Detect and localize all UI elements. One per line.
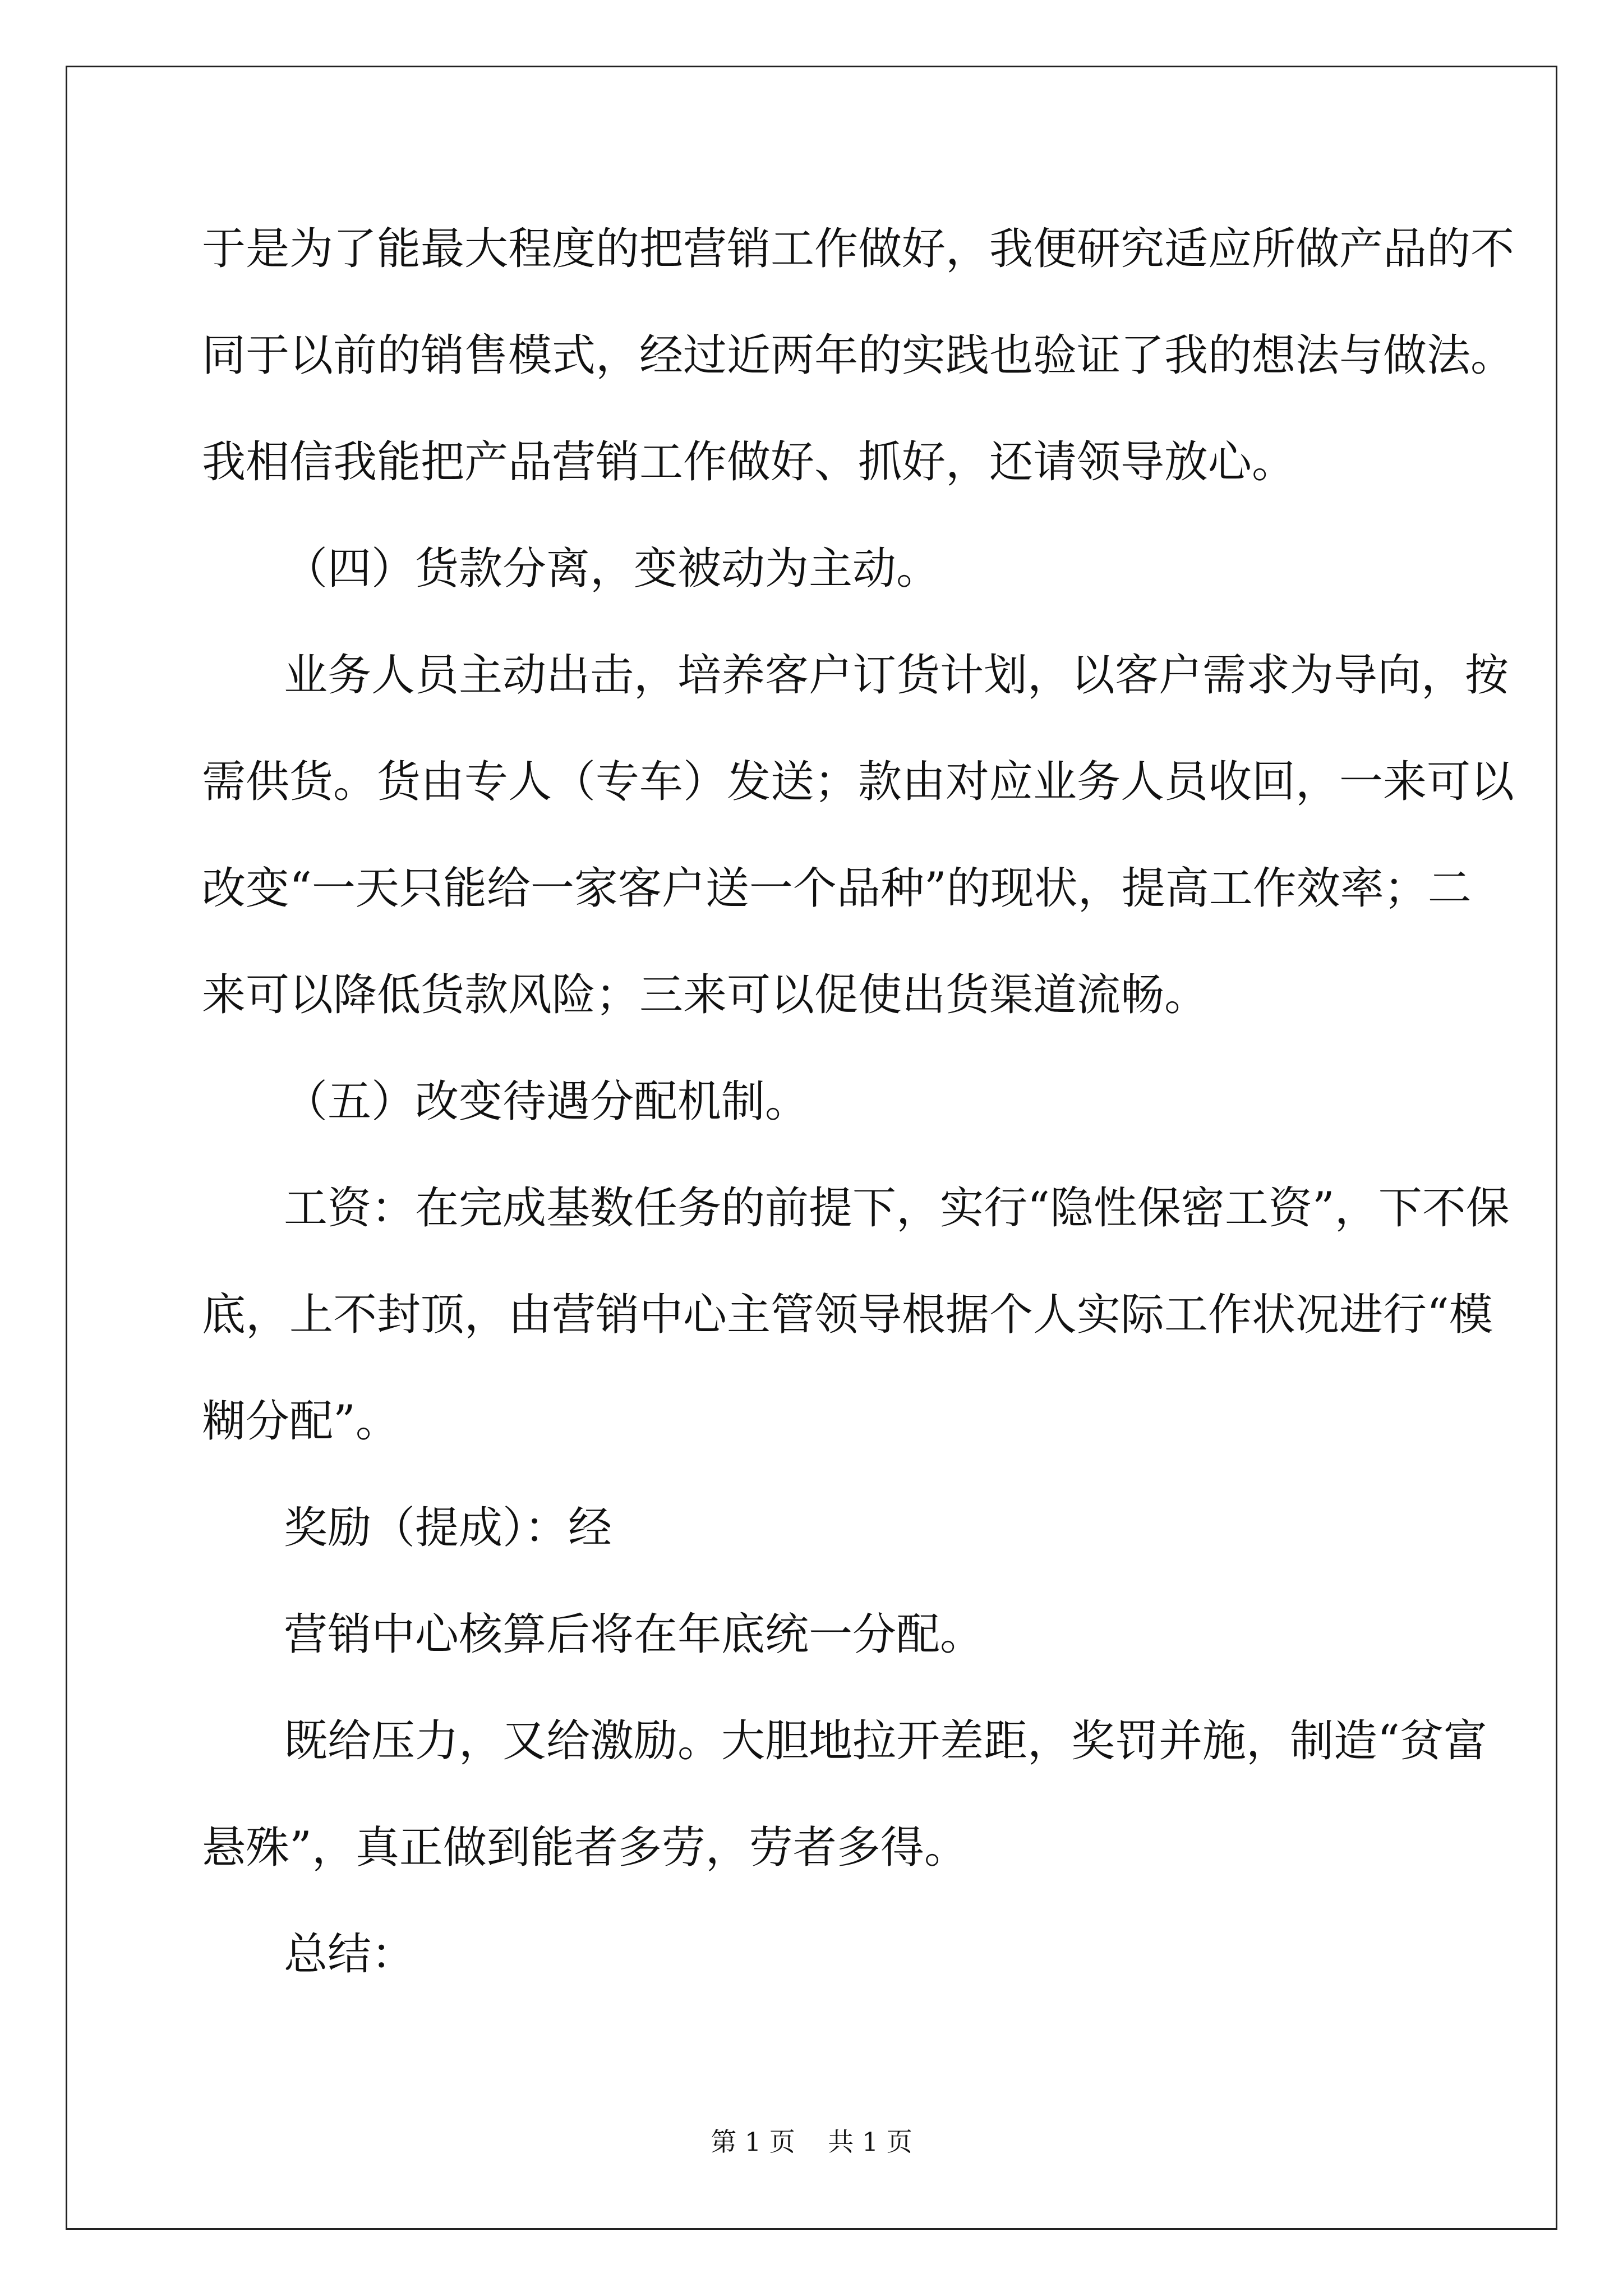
body-line-15: 既给压力，又给激励。大胆地拉开差距，奖罚并施，制造“贫富 [284, 1716, 1487, 1766]
body-line-8: 来可以降低货款风险；三来可以促使出货渠道流畅。 [202, 970, 1209, 1020]
body-line-5: 业务人员主动出击，培养客户订货计划，以客户需求为导向，按 [284, 650, 1509, 701]
body-line-16: 悬殊”，真正做到能者多劳，劳者多得。 [202, 1823, 968, 1873]
page-number-footer: 第 1 页 共 1 页 [711, 2127, 912, 2157]
summary-heading: 总结： [284, 1929, 416, 1980]
body-line-2: 同于以前的销售模式，经过近两年的实践也验证了我的想法与做法。 [202, 330, 1515, 381]
page-frame [66, 66, 1557, 2230]
body-line-10: 工资：在完成基数任务的前提下，实行“隐性保密工资”，下不保 [284, 1183, 1510, 1234]
body-line-7: 改变“一天只能给一家客户送一个品种”的现状，提高工作效率；二 [202, 863, 1472, 914]
body-line-12: 糊分配”。 [202, 1396, 399, 1447]
body-line-11: 底，上不封顶，由营销中心主管领导根据个人实际工作状况进行“模 [202, 1290, 1493, 1340]
section-heading-4: （四）货款分离，变被动为主动。 [284, 544, 940, 594]
section-heading-5: （五）改变待遇分配机制。 [284, 1076, 809, 1127]
body-line-3: 我相信我能把产品营销工作做好、抓好，还请领导放心。 [202, 437, 1296, 487]
body-line-6: 需供货。货由专人（专车）发送；款由对应业务人员收回，一来可以 [202, 757, 1515, 807]
body-line-14: 营销中心核算后将在年底统一分配。 [284, 1609, 984, 1660]
body-line-13: 奖励（提成）：经 [284, 1503, 612, 1553]
body-line-1: 于是为了能最大程度的把营销工作做好，我便研究适应所做产品的不 [202, 224, 1515, 274]
